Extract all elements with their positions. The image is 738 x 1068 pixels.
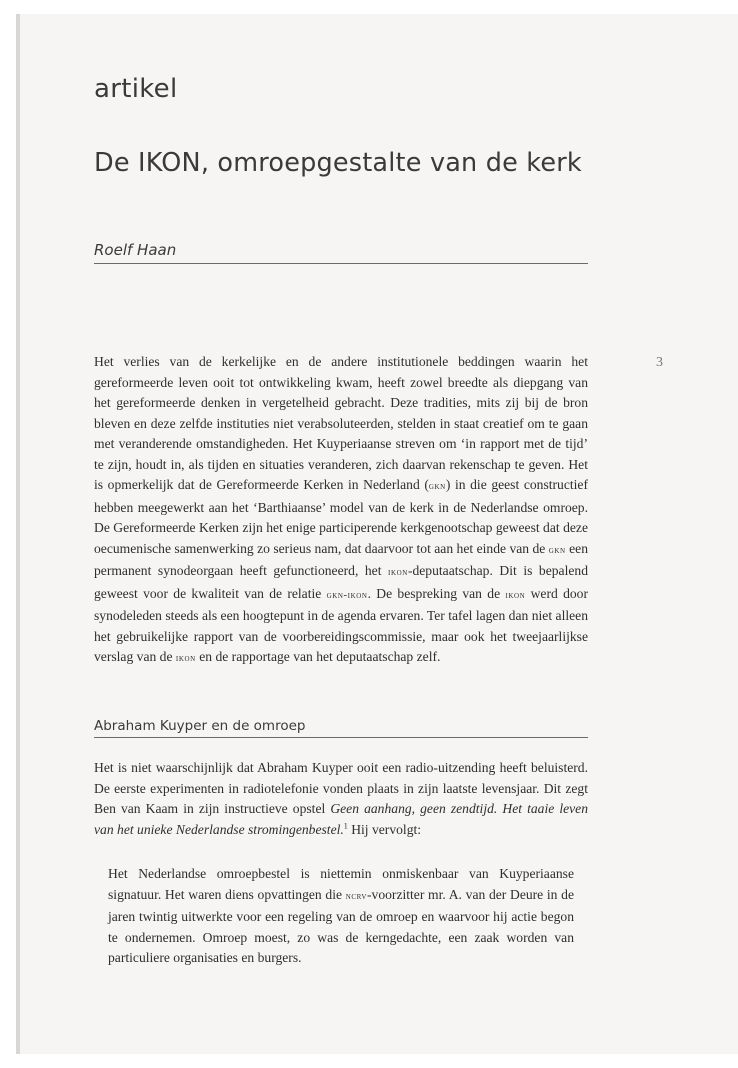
abbr-gkn: gkn <box>428 481 446 492</box>
section-subheading: Abraham Kuyper en de omroep <box>94 718 588 738</box>
abbr-gkn: gkn <box>548 544 566 556</box>
footnote-marker: 1 <box>343 820 348 830</box>
book-title: Geen aanhang, geen zendtijd. Het taaie leven van het unieke Nederlandse stromingenbestel. <box>94 801 588 837</box>
abbr-ikon: ikon <box>175 653 196 664</box>
section-label: artikel <box>94 74 178 104</box>
page-number: 3 <box>656 355 663 370</box>
author-name: Roelf Haan <box>94 241 588 264</box>
abbr-ikon: ikon <box>388 567 408 578</box>
page-spine-edge <box>16 14 20 1054</box>
abbr-ncrv: ncrv <box>345 890 367 902</box>
block-quote: Het Nederlandse omroepbestel is niettemin onmiskenbaar van Kuyperiaanse signatuur. Het waren diens opvattingen die ncrv-voorzitter mr. A. van der Deure in de jaren twintig uitwerkte voor een regeling van de omroep en waarvoor hij actie begon te ondernemen. Omroep moest, zo was de kerngedachte, een zaak worden van particuliere organisaties en burgers. <box>108 866 575 965</box>
body-paragraph: Het is niet waarschijnlijk dat Abraham Kuyper ooit een radio-uitzending heeft beluisterd. De eerste experimenten in radiotelefonie vonden plaats in zijn laatste levensjaar. Dit zegt Ben van Kaam in zijn instructieve opstel Geen aanhang, geen zendtijd. Het taaie leven van het unieke Nederlandse stromingenbestel.$^1$ Hij vervolgt: <box>94 760 588 837</box>
abbr-gkn-ikon: gkn-ikon <box>326 589 368 601</box>
intro-paragraph: Het verlies van de kerkelijke en de andere institutionele beddingen waarin het gereformeerde leven ooit tot ontwikkeling kwam, heeft zowel breedte als diepgang van het gereformeerde denken in vergetelheid gebracht. Deze tradities, mits zij bij de bron bleven en deze zelfde instituties niet verabsoluteerden, stelden in staat creatief om te gaan met veranderende omstandigheden. Het Kuyperiaanse streven om ‘in rapport met de tijd’ te zijn, houdt in, als tijden en situaties veranderen, zich daarvan rekenschap te geven. Het is opmerkelijk dat de Gereformeerde Kerken in Nederland (gkn) in die geest constructief hebben meegewerkt aan het ‘Barthiaanse’ model van de kerk in de Nederlandse omroep. De Gereformeerde Kerken zijn het enige participerende kerkgenootschap geweest dat deze oecumenische samenwerking zo serieus nam, dat daarvoor tot aan het einde van de gkn een permanent synodeorgaan heeft gefunctioneerd, het ikon-deputaatschap. Dit is bepalend geweest voor de kwaliteit van de relatie gkn-ikon. De bespreking van de ikon werd door synodeleden steeds als een hoogtepunt in de agenda ervaren. Ter tafel lagen dan niet alleen het gebruikelijke rapport van de voorbereidingscommissie, maar ook het tweejaarlijkse verslag van de ikon en de rapportage van het deputaatschap zelf. <box>94 354 589 664</box>
article-title: De IKON, omroepgestalte van de kerk <box>94 148 582 178</box>
abbr-ikon: ikon <box>505 589 526 601</box>
